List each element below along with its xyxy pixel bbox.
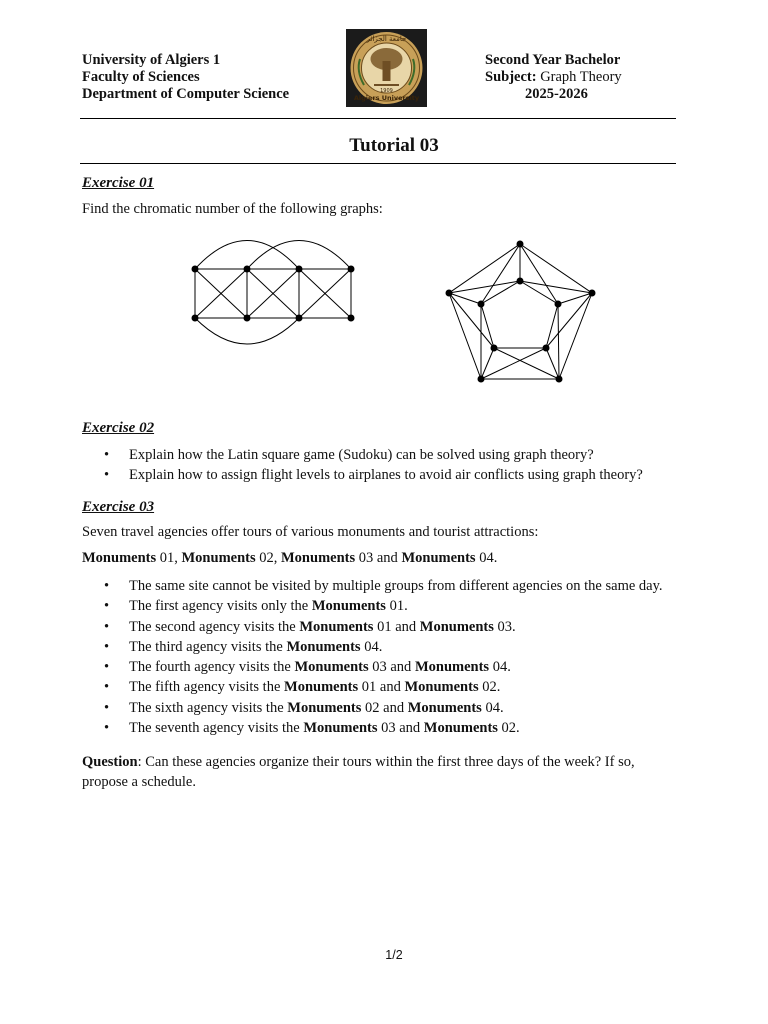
header-rule-bottom bbox=[80, 163, 676, 164]
question-label: Question bbox=[82, 754, 138, 770]
faculty-name: Faculty of Sciences bbox=[82, 69, 200, 85]
graph-2 bbox=[438, 236, 602, 388]
list-item: • The same site cannot be visited by multiple groups from different agencies on the same day. bbox=[82, 576, 663, 596]
course-block bbox=[485, 52, 622, 103]
list-item: • The second agency visits the Monuments 01 and Monuments 03. bbox=[82, 617, 663, 637]
graph-1 bbox=[180, 230, 370, 350]
list-item: • The fifth agency visits the Monuments 01 and Monuments 02. bbox=[82, 677, 663, 697]
list-item: • The third agency visits the Monuments 04. bbox=[82, 637, 663, 657]
exercise-01-title: Exercise 01 bbox=[82, 175, 155, 191]
list-item: • The sixth agency visits the Monuments 02 and Monuments 04. bbox=[82, 698, 663, 718]
list-item: • Explain how the Latin square game (Sudoku) can be solved using graph theory? bbox=[82, 445, 643, 465]
logo-year-text: 1909 bbox=[380, 88, 393, 94]
university-logo bbox=[346, 29, 427, 107]
academic-year: 2025-2026 bbox=[525, 86, 588, 102]
monuments-list: Monuments 01, Monuments 02, Monuments 03 and Monuments 04. bbox=[82, 550, 498, 566]
page-title: Tutorial 03 bbox=[349, 135, 439, 156]
year-level: Second Year Bachelor bbox=[485, 52, 621, 68]
exercise-03-intro: Seven travel agencies offer tours of various monuments and tourist attractions: bbox=[82, 524, 539, 540]
list-item: • The fourth agency visits the Monuments 03 and Monuments 04. bbox=[82, 657, 663, 677]
list-item: • The seventh agency visits the Monuments 03 and Monuments 02. bbox=[82, 718, 663, 738]
exercise-02-title: Exercise 02 bbox=[82, 420, 155, 436]
question-text: : Can these agencies organize their tours within the first three days of the week? If so, propose a schedule. bbox=[82, 754, 635, 790]
institution-block bbox=[82, 52, 289, 103]
exercise-03-list bbox=[82, 576, 663, 738]
exercise-01-text: Find the chromatic number of the following graphs: bbox=[82, 201, 383, 217]
list-item: • The first agency visits only the Monuments 01. bbox=[82, 596, 663, 616]
university-name: University of Algiers 1 bbox=[82, 52, 221, 68]
list-item: • Explain how to assign flight levels to airplanes to avoid air conflicts using graph theory? bbox=[82, 465, 643, 485]
exercise-03-title: Exercise 03 bbox=[82, 499, 155, 515]
subject-label: Subject: bbox=[485, 69, 537, 85]
department-name: Department of Computer Science bbox=[82, 86, 290, 102]
logo-arabic-text: جامعة الجزائر bbox=[366, 35, 407, 43]
logo-english-text: Algiers University bbox=[353, 94, 420, 102]
subject-line bbox=[485, 69, 622, 86]
page-number: 1/2 bbox=[385, 948, 403, 962]
subject-value: Graph Theory bbox=[536, 69, 622, 85]
header-rule-top bbox=[80, 118, 676, 119]
question-paragraph bbox=[82, 752, 678, 792]
exercise-02-list bbox=[82, 445, 643, 486]
